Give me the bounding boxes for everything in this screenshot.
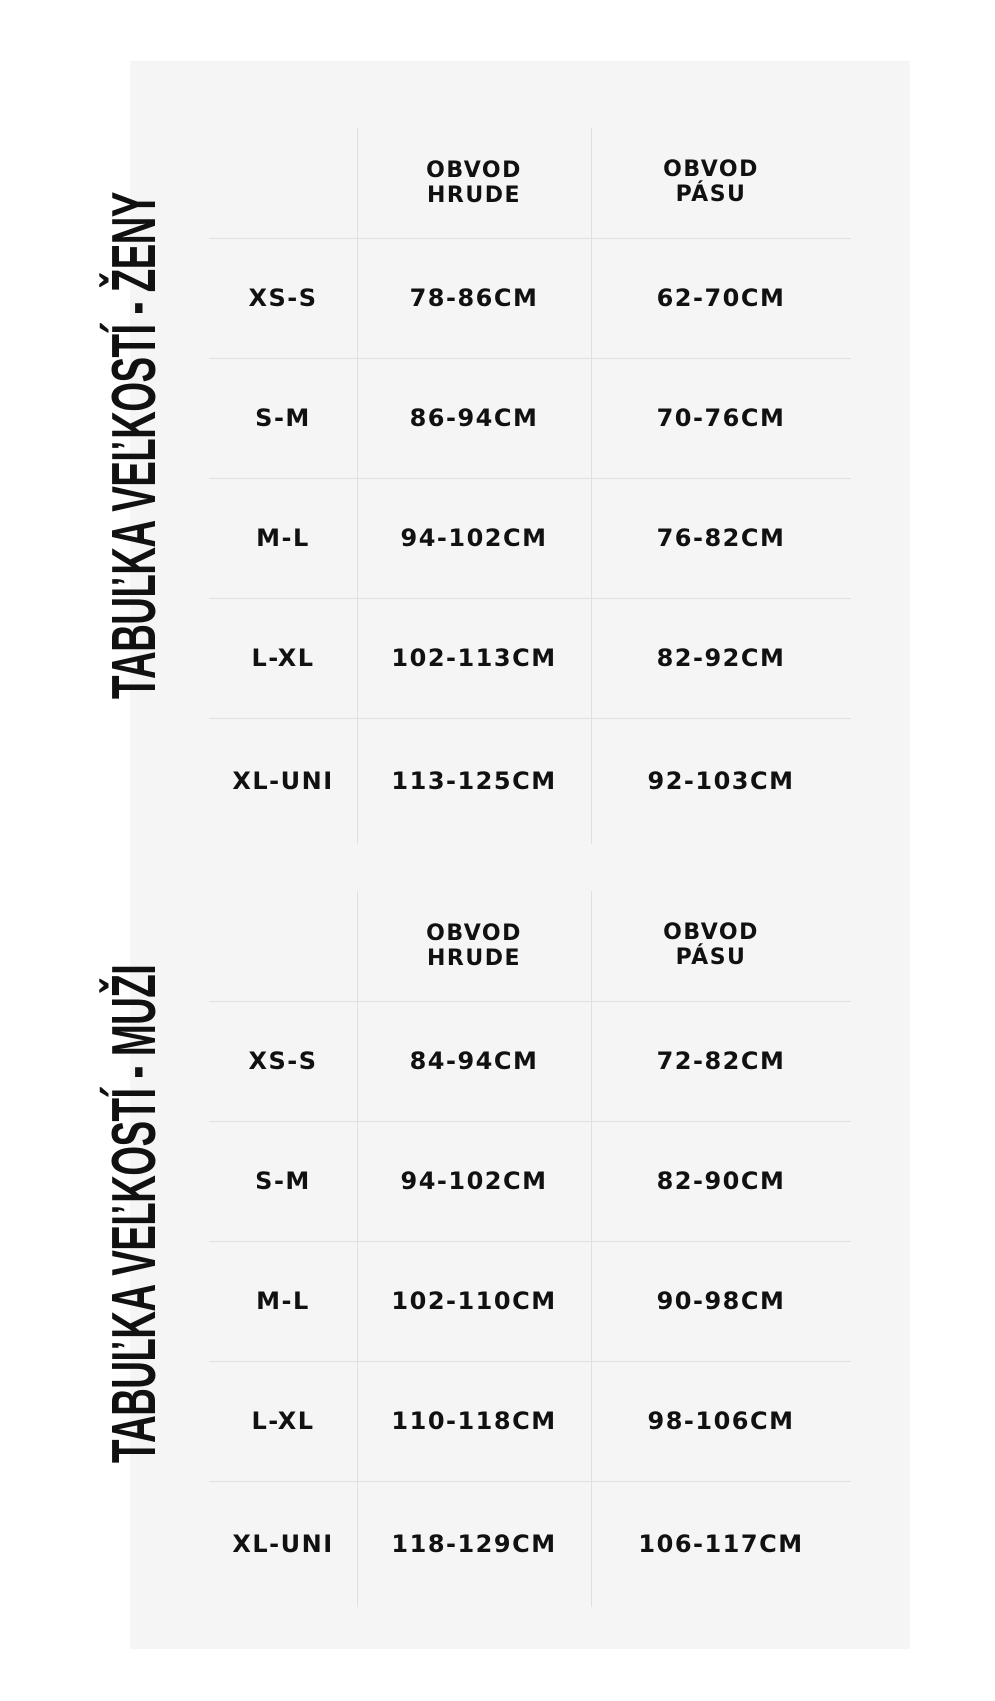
waist-header-line1: OBVOD: [663, 156, 759, 182]
waist-cell: 106-117CM: [638, 1530, 804, 1559]
size-cell: XL-UNI: [232, 1530, 334, 1559]
size-cell: XS-S: [248, 284, 318, 313]
table-row: [209, 1121, 851, 1242]
chest-header-line2: HRUDE: [426, 183, 521, 208]
table-row: [209, 478, 851, 599]
chest-header: [357, 891, 591, 1009]
table-row: [209, 358, 851, 479]
chest-cell: 110-118CM: [391, 1407, 557, 1436]
women-size-chart-title: TABUĽKA VEĽKOSTÍ - ŽENY: [100, 192, 169, 700]
chest-header-line1: OBVOD: [426, 157, 522, 183]
waist-cell: 92-103CM: [647, 767, 795, 796]
table-header-row: [209, 891, 851, 1001]
size-cell: XS-S: [248, 1047, 318, 1076]
size-cell: L-XL: [251, 644, 315, 673]
size-cell: S-M: [255, 404, 311, 433]
men-size-chart-title: TABUĽKA VEĽKOSTÍ - MUŽI: [100, 964, 169, 1463]
chest-cell: 102-110CM: [391, 1287, 557, 1316]
chest-cell: 78-86CM: [409, 284, 539, 313]
chest-cell: 118-129CM: [391, 1530, 557, 1559]
size-cell: L-XL: [251, 1407, 315, 1436]
waist-cell: 70-76CM: [656, 404, 786, 433]
waist-cell: 82-92CM: [656, 644, 786, 673]
table-row: [209, 1241, 851, 1362]
table-row: [209, 598, 851, 719]
waist-header: [591, 128, 851, 238]
women-size-table: [209, 128, 851, 844]
waist-header-line1: OBVOD: [663, 919, 759, 945]
chest-cell: 94-102CM: [400, 524, 548, 553]
chest-cell: 86-94CM: [409, 404, 539, 433]
waist-cell: 82-90CM: [656, 1167, 786, 1196]
waist-cell: 98-106CM: [647, 1407, 795, 1436]
chest-cell: 102-113CM: [391, 644, 557, 673]
chest-header-line1: OBVOD: [426, 920, 522, 946]
chest-header-line2: HRUDE: [426, 946, 521, 971]
waist-header: [591, 891, 851, 1001]
table-row: [209, 718, 851, 845]
chest-cell: 113-125CM: [391, 767, 557, 796]
chest-cell: 84-94CM: [409, 1047, 539, 1076]
waist-cell: 90-98CM: [656, 1287, 786, 1316]
chest-cell: 94-102CM: [400, 1167, 548, 1196]
waist-header-line2: PÁSU: [675, 945, 747, 970]
table-header-row: [209, 128, 851, 238]
table-row: [209, 238, 851, 359]
table-row: [209, 1361, 851, 1482]
table-row: [209, 1481, 851, 1608]
size-cell: M-L: [256, 1287, 310, 1316]
waist-header-line2: PÁSU: [675, 182, 747, 207]
waist-cell: 76-82CM: [656, 524, 786, 553]
chest-header: [357, 128, 591, 246]
waist-cell: 72-82CM: [656, 1047, 786, 1076]
size-cell: XL-UNI: [232, 767, 334, 796]
waist-cell: 62-70CM: [656, 284, 786, 313]
size-cell: M-L: [256, 524, 310, 553]
men-size-table: [209, 891, 851, 1607]
size-cell: S-M: [255, 1167, 311, 1196]
table-row: [209, 1001, 851, 1122]
